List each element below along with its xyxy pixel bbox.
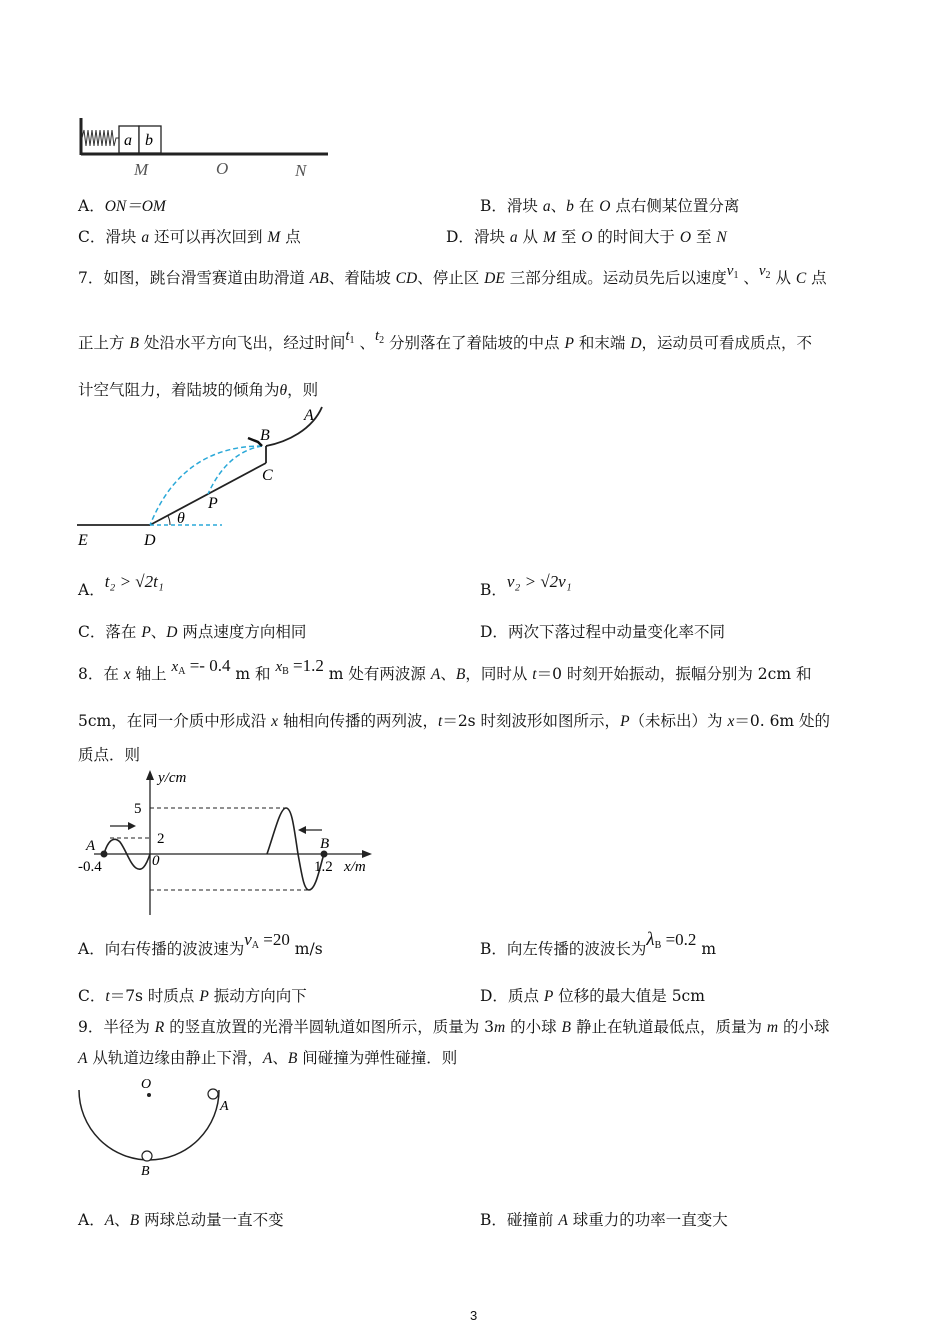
q9-stem-line1: 9．半径为 R 的竖直放置的光滑半圆轨道如图所示，质量为 3m 的小球 B 静止在轨道最低点，质量为 m 的小球 <box>78 1018 830 1036</box>
q7-option-d[interactable]: D．两次下落过程中动量变化率不同 <box>480 623 725 641</box>
label-B: B <box>260 427 270 444</box>
ball-B <box>142 1151 152 1161</box>
y-axis-label: y/cm <box>158 770 187 786</box>
y-axis-arrow <box>146 770 154 780</box>
q9-stem-line2: A 从轨道边缘由静止下滑，A、B 间碰撞为弹性碰撞．则 <box>78 1049 458 1067</box>
label-b: b <box>145 132 153 149</box>
q9-option-b[interactable]: B．碰撞前 A 球重力的功率一直变大 <box>480 1211 728 1229</box>
q8-option-d[interactable]: D．质点 P 位移的最大值是 5cm <box>480 987 705 1005</box>
q7-option-b[interactable]: B．v₂ > √2v₁ <box>480 572 572 599</box>
tick-neg04: -0.4 <box>78 859 102 875</box>
fig-ski-jump <box>72 402 342 550</box>
tick-1-2: 1.2 <box>314 859 333 875</box>
q6-option-d[interactable]: D．滑块 a 从 M 至 O 的时间大于 O 至 N <box>446 228 727 246</box>
q6-option-b[interactable]: B．滑块 a、b 在 O 点右侧某位置分离 <box>480 197 740 215</box>
q7-option-a[interactable]: A．t₂ > √2t₁ <box>78 572 164 599</box>
q7-stem-line2: 正上方 B 处沿水平方向飞出，经过时间$t_1$ 、$t_2$ 分别落在了着陆坡的中点 P 和末端 D，运动员可看成质点，不 <box>78 328 813 352</box>
tick-2: 2 <box>157 831 165 847</box>
q8-option-b[interactable]: B．向左传播的波波长为$\lambda_B =0.2$ m <box>480 929 717 958</box>
fig-wave-graph <box>74 768 384 920</box>
source-A-point <box>101 851 108 858</box>
spring <box>82 130 119 146</box>
q8-stem-line3: 质点．则 <box>78 746 141 764</box>
q7-stem-line3: 计空气阻力，着陆坡的倾角为θ，则 <box>78 381 319 399</box>
trajectory-2 <box>150 446 262 525</box>
label-M: M <box>134 160 149 179</box>
x-axis-arrow <box>362 850 372 858</box>
q9-option-a[interactable]: A．A、B 两球总动量一直不变 <box>78 1211 284 1229</box>
track-arc <box>79 1090 219 1160</box>
label-a: a <box>124 132 132 149</box>
label-theta: θ <box>177 510 185 527</box>
q8-option-c[interactable]: C．t＝7s 时质点 P 振动方向向下 <box>78 987 307 1005</box>
page-number: 3 <box>470 1308 478 1323</box>
label-O: O <box>141 1077 152 1092</box>
label-B: B <box>320 836 330 852</box>
tick-0: 0 <box>152 853 160 869</box>
label-A: A <box>304 407 314 424</box>
q8-option-a[interactable]: A．向右传播的波波速为$v_A =20$ m/s <box>78 930 323 958</box>
fig-spring-blocks <box>78 112 338 187</box>
label-P: P <box>208 495 218 512</box>
q6-option-c[interactable]: C．滑块 a 还可以再次回到 M 点 <box>78 228 301 246</box>
label-B: B <box>141 1164 150 1179</box>
angle-arc <box>168 516 170 525</box>
q6-option-a[interactable]: A．ON＝OM <box>78 197 166 215</box>
label-D: D <box>144 532 156 549</box>
x-axis-label: x/m <box>344 859 366 875</box>
label-A: A <box>86 838 96 854</box>
q7-stem-line1: 7．如图，跳台滑雪赛道由助滑道 AB、着陆坡 CD、停止区 DE 三部分组成。运动员先后以速度$v_1$ 、$v_2$ 从 C 点 <box>78 263 827 287</box>
tick-5: 5 <box>134 801 142 817</box>
ball-A <box>208 1089 218 1099</box>
label-O: O <box>216 159 229 178</box>
q8-stem-line2: 5cm，在同一介质中形成沿 x 轴相向传播的两列波，t＝2s 时刻波形如图所示，P（未标出）为 x＝0. 6m 处的 <box>78 712 831 730</box>
label-A: A <box>220 1099 229 1114</box>
fig-semicircle-track <box>72 1075 242 1180</box>
center-O <box>147 1093 151 1097</box>
q7-option-c[interactable]: C．落在 P、D 两点速度方向相同 <box>78 623 307 641</box>
q8-stem-line1: 8．在 x 轴上 $x_A =- 0.4$ m 和 $x_B =1.2$ m 处有两波源 A、B，同时从 t＝0 时刻开始振动，振幅分别为 2cm 和 <box>78 656 812 683</box>
label-E: E <box>78 532 88 549</box>
wave-B <box>267 808 324 890</box>
label-N: N <box>295 161 307 180</box>
label-C: C <box>262 467 273 484</box>
